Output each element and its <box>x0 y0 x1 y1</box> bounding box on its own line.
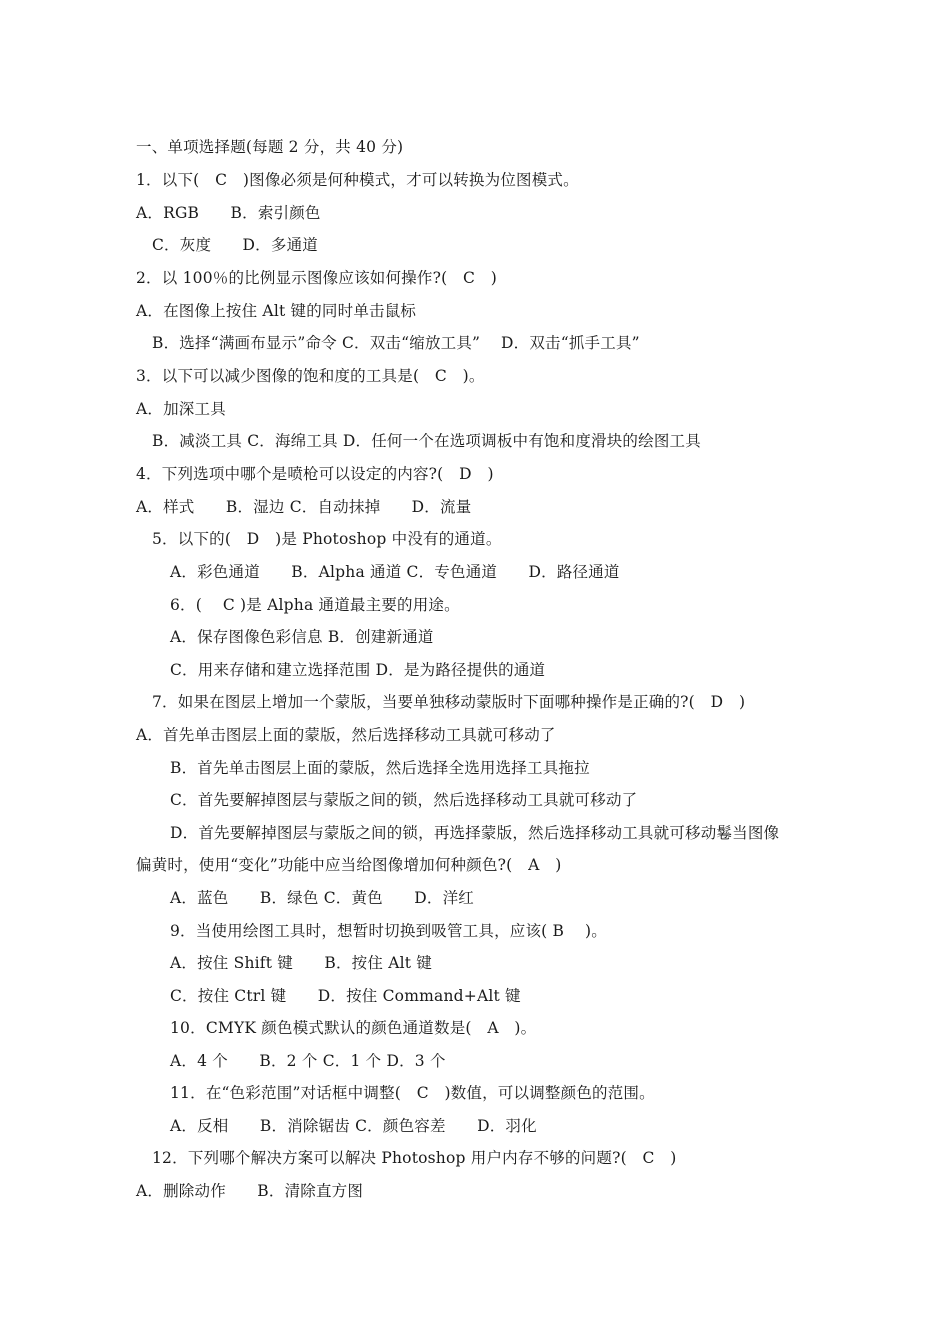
question-3-options-b-c-d: B．减淡工具 C．海绵工具 D．任何一个在选项调板中有饱和度滑块的绘图工具 <box>152 432 701 450</box>
question-3-option-a: A．加深工具 <box>136 400 226 418</box>
section-heading: 一、单项选择题(每题 2 分，共 40 分) <box>136 138 404 156</box>
question-1-options-c-d: C．灰度 D．多通道 <box>152 236 318 254</box>
question-10: 10．CMYK 颜色模式默认的颜色通道数是( A )。 <box>170 1019 537 1037</box>
question-6: 6．( C )是 Alpha 通道最主要的用途。 <box>170 596 460 614</box>
question-11: 11．在“色彩范围”对话框中调整( C )数值，可以调整颜色的范围。 <box>170 1084 655 1102</box>
question-7-option-b: B．首先单击图层上面的蒙版，然后选择全选用选择工具拖拉 <box>170 759 590 777</box>
question-1-options-a-b: A．RGB B．索引颜色 <box>136 204 321 222</box>
question-7-option-c: C．首先要解掉图层与蒙版之间的锁，然后选择移动工具就可移动了 <box>170 791 638 809</box>
question-7-option-d: D．首先要解掉图层与蒙版之间的锁，再选择蒙版，然后选择移动工具就可移动鬈当图像 <box>170 824 780 842</box>
question-4-options: A．样式 B．湿边 C．自动抹掉 D．流量 <box>136 498 472 516</box>
question-12: 12．下列哪个解决方案可以解决 Photoshop 用户内存不够的问题?( C ) <box>152 1149 677 1167</box>
question-9-options-a-b: A．按住 Shift 键 B．按住 Alt 键 <box>170 954 432 972</box>
question-1: 1．以下( C )图像必须是何种模式，才可以转换为位图模式。 <box>136 171 579 189</box>
question-2: 2．以 100％的比例显示图像应该如何操作?( C ) <box>136 269 498 287</box>
question-5: 5．以下的( D )是 Photoshop 中没有的通道。 <box>152 530 502 548</box>
question-7-option-a: A．首先单击图层上面的蒙版，然后选择移动工具就可移动了 <box>136 726 556 744</box>
question-8-options: A．蓝色 B．绿色 C．黄色 D．洋红 <box>170 889 474 907</box>
question-6-options-c-d: C．用来存储和建立选择范围 D．是为路径提供的通道 <box>170 661 546 679</box>
question-4: 4．下列选项中哪个是喷枪可以设定的内容?( D ) <box>136 465 494 483</box>
question-7: 7．如果在图层上增加一个蒙版，当要单独移动蒙版时下面哪种操作是正确的?( D ) <box>152 693 746 711</box>
question-8: 偏黄时，使用“变化”功能中应当给图像增加何种颜色?( A ) <box>136 856 562 874</box>
question-9: 9．当使用绘图工具时，想暂时切换到吸管工具，应该( B )。 <box>170 922 607 940</box>
question-10-options: A．4 个 B．2 个 C．1 个 D．3 个 <box>170 1052 446 1070</box>
question-9-options-c-d: C．按住 Ctrl 键 D．按住 Command+Alt 键 <box>170 987 521 1005</box>
question-5-options: A．彩色通道 B．Alpha 通道 C．专色通道 D．路径通道 <box>170 563 620 581</box>
question-2-option-a: A．在图像上按住 Alt 键的同时单击鼠标 <box>136 302 417 320</box>
question-12-options-a-b: A．删除动作 B．清除直方图 <box>136 1182 364 1200</box>
question-6-options-a-b: A．保存图像色彩信息 B．创建新通道 <box>170 628 434 646</box>
question-3: 3．以下可以减少图像的饱和度的工具是( C )。 <box>136 367 485 385</box>
question-2-options-b-c-d: B．选择“满画布显示”命令 C．双击“缩放工具” D．双击“抓手工具” <box>152 334 640 352</box>
question-11-options: A．反相 B．消除锯齿 C．颜色容差 D．羽化 <box>170 1117 537 1135</box>
